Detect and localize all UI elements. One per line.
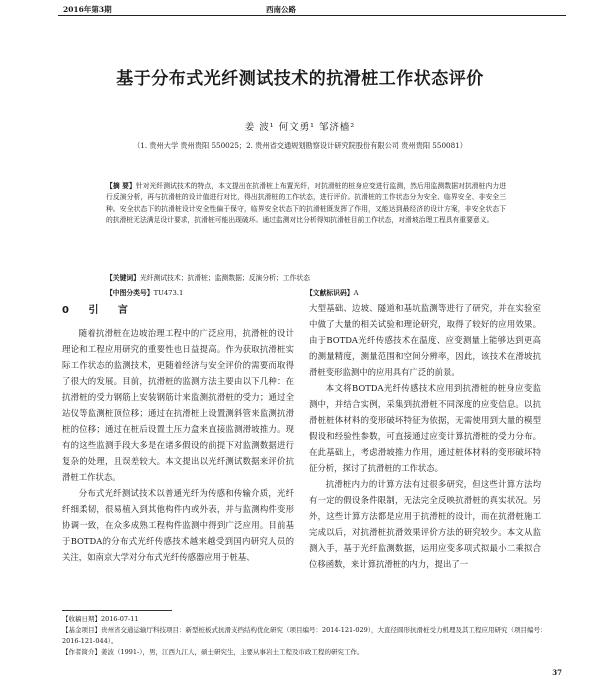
section-number: 0 [62, 305, 77, 316]
document-code-value: A [353, 289, 359, 297]
keywords-text: 光纤测试技术；抗滑桩；监测数据；反演分析；工作状态 [139, 274, 310, 282]
paragraph: 随着抗滑桩在边坡治理工程中的广泛应用，抗滑桩的设计理论和工程应用研究的重要性也日益提高。作为获取抗滑桩实际工作状态的监测技术，更随着经济与安全评价的需要而取得了很大的发展。目前，抗滑桩的监测方法主要由以下几种：在抗滑桩的受力钢筋上安装钢筋计来监测抗滑桩的受力；通过全站仪等监测桩顶位移；通过在抗滑桩上设置测斜管来监测抗滑桩的位移；通过在桩后设置土压力盒来直接监测滑坡推力。现有的这些监测手段大多是在诸多假设的前提下对监测数据进行复杂的处理，且误差较大。本文提出以光纤测试数据来评价抗滑桩工作状态。 [62, 328, 294, 482]
section-heading [62, 303, 294, 319]
paragraph: 本文将BOTDA光纤传感技术应用到抗滑桩的桩身应变监测中，并结合实例，采集到抗滑桩不同深度的应变信息。以抗滑桩桩体材料的变形破坏特征为依据，无需使用到大量的模型假设和经验性参数，可直接通过应变计算抗滑桩的受力分布。在此基础上，考虑滑坡推力作用，通过桩体材料的变形破坏特征分析，探讨了抗滑桩的工作状态。 [309, 383, 541, 473]
paragraph: 抗滑桩内力的计算方法有过很多研究，但这些计算方法均有一定的假设条件限制，无法完全反映抗滑桩的真实状况。另外，这些计算方法都是应用于抗滑桩的设计，而在抗滑桩施工完成以后，对抗滑桩抗滑效果评价方法的研究较少。本文从监测入手，基于光纤监测数据，运用应变多项式拟最小二乘拟合位移函数，来计算抗滑桩的内力，提出了一 [309, 479, 541, 569]
keywords [106, 272, 506, 282]
paragraph: 大型基础、边坡、隧道和基坑监测等进行了研究，并在实验室中做了大量的相关试验和理论研究，取得了较好的应用效果。由于BOTDA光纤传感技术在温度、应变测量上能够达到更高的测量精度，测量范围和空间分辨率，因此，该技术在滑坡抗滑桩变形监测中的应用具有广泛的前景。 [309, 303, 541, 377]
paper-title: 基于分布式光纤测试技术的抗滑桩工作状态评价 [116, 69, 484, 89]
abstract-text: 针对光纤测试技术的特点，本文提出在抗滑桩上布置光纤，对抗滑桩的桩身应变进行监测，然后用监测数据对抗滑桩内力进行反演分析，再与抗滑桩的设计值进行对比，得出抗滑桩的工作状态，进行评价。抗滑桩的工作状态分为安全、临界安全、非安全三种。安全状态下的抗滑桩设计安全性偏于保守，临界安全状态下的抗滑桩既发挥了作用，又能达到最经济的设计方案，非安全状态下的抗滑桩无法满足设计要求，抗滑桩可能出现破坏。通过监测对比分析得知抗滑桩目前工作状态，对滑坡治理工程具有重要意义。 [106, 182, 507, 224]
document-code [306, 287, 359, 297]
classification [106, 287, 183, 297]
footnote-funding: 【基金项目】贵州省交通运输厅科技项目：新型桩板式抗滑支挡结构优化研究（项目编号：2014-121-029），大直径圆形抗滑桩受力机理及其工程应用研究（项目编号：2016-121-044）。 [62, 626, 547, 645]
paragraph: 分布式光纤测试技术以普通光纤为传感和传输介质，光纤纤细柔韧，很易植入到其他构件内或外表，并与监测构件变形协调一致，在众多成熟工程构件监测中得到广泛应用。目前基于BOTDA的分布式光纤传感技术越来越受到国内研究人员的关注，如南京大学对分布式光纤传感器应用于桩基、 [62, 488, 294, 562]
header-rule [58, 15, 566, 16]
classification-label: 【中图分类号】 [106, 289, 154, 297]
abstract [106, 181, 506, 226]
footnotes [62, 614, 550, 658]
right-column [309, 300, 541, 572]
footnote-received: 【收稿日期】2016-07-11 [62, 615, 139, 623]
journal-name: 西南公路 [266, 5, 296, 14]
journal-issue: 2016年第3期 [63, 5, 112, 14]
section-title: 引 言 [88, 305, 136, 316]
page-number: 37 [552, 668, 562, 677]
affiliations: （1. 贵州大学 贵州贵阳 550025；2. 贵州省交通规划勘察设计研究院股份有限公司 贵州贵阳 550081） [133, 141, 467, 150]
abstract-label: 【摘 要】 [106, 182, 136, 190]
footnote-author: 【作者简介】姜波（1991-），男，江西九江人，硕士研究生，主要从事岩土工程及市政工程的研究工作。 [62, 648, 364, 656]
left-column [62, 303, 294, 565]
classification-value: TU473.1 [153, 289, 184, 297]
keywords-label: 【关键词】 [106, 274, 140, 282]
authors: 姜 波¹ 何文勇¹ 邹济樯² [244, 122, 356, 133]
footnote-rule [62, 610, 172, 611]
document-code-label: 【文献标识码】 [306, 289, 354, 297]
running-header [0, 0, 600, 16]
